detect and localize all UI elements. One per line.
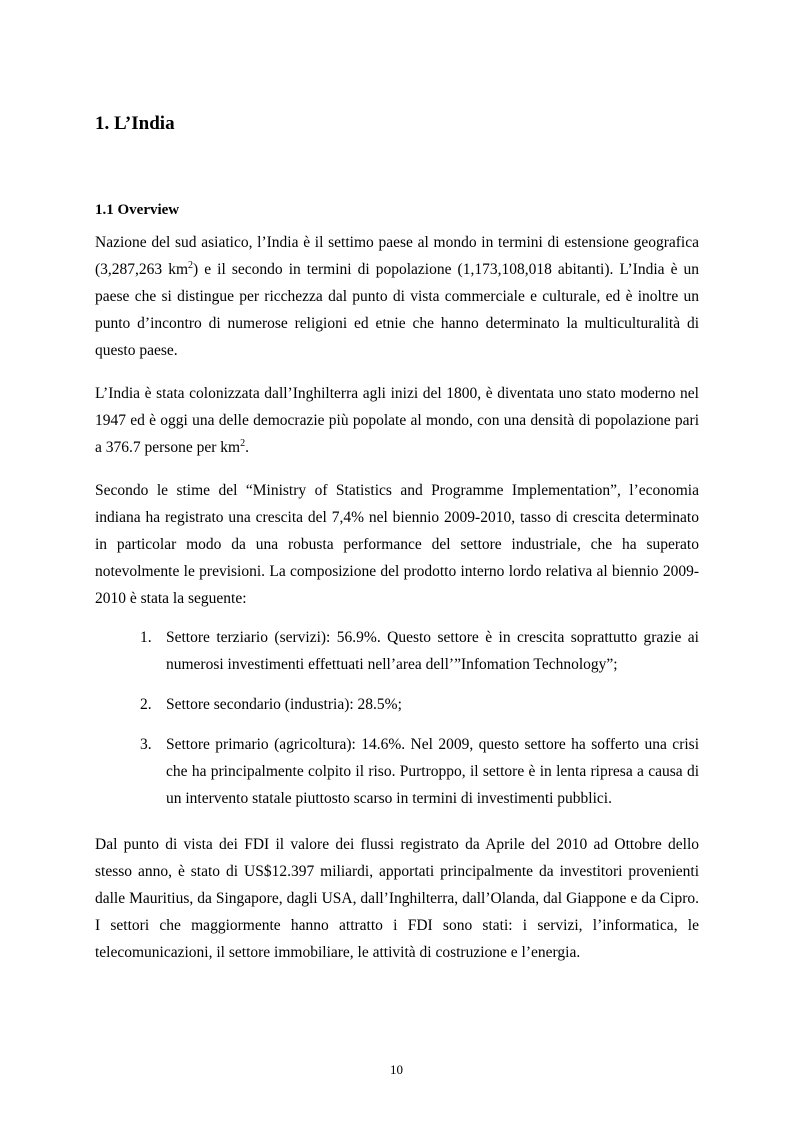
list-item-number: 1. [140,629,152,646]
paragraph-overview [95,229,699,364]
paragraph-text: ) e il secondo in termini di popolazione (1,173,108,018 abitanti). L’India è un paese che si distingue per ricchezza dal punto di vista commerciale e culturale, ed è inoltre un punto d’incontro di numerose religioni ed etnie che hanno determinato la multiculturalità di questo paese. [95,261,699,359]
paragraph-text: Nazione del sud asiatico, l’India è il settimo paese al mondo in termini di estensione geografica (3,287,263 km [95,234,699,278]
page-number: 10 [390,1062,403,1077]
paragraph-fdi: Dal punto di vista dei FDI il valore dei flussi registrato da Aprile del 2010 ad Ottobre dello stesso anno, è stato di US$12.397 miliardi, apportati principalmente da investitori provenienti dalle Mauritius, da Singapore, dagli USA, dall’Inghilterra, dall’Olanda, dal Giappone e da Cipro. I settori che maggiormente hanno attratto i FDI sono stati: i servizi, l’informatica, le telecomunicazioni, il settore immobiliare, le attività di costruzione e l’energia. [95,836,699,961]
section-title: 1.1 Overview [95,202,180,218]
superscript: 2 [188,260,194,271]
list-item-text: Settore secondario (industria): 28.5%; [166,696,402,713]
list-item [140,624,699,678]
list-item-text: Settore terziario (servizi): 56.9%. Questo settore è in crescita soprattutto grazie ai numerosi investimenti effettuati nell’area dell’”Infomation Technology”; [166,629,699,673]
list-item [140,691,699,718]
list-item-number: 3. [140,736,152,753]
list-item-number: 2. [140,696,152,713]
chapter-title: 1. L’India [95,113,175,134]
list-item-text: Settore primario (agricoltura): 14.6%. Nel 2009, questo settore ha sofferto una crisi che ha principalmente colpito il riso. Purtroppo, il settore è in lenta ripresa a causa di un intervento statale piuttosto scarso in termini di investimenti pubblici. [166,736,699,807]
paragraph-history [95,380,699,461]
paragraph-text: . [245,439,249,456]
paragraph-text: L’India è stata colonizzata dall’Inghilterra agli inizi del 1800, è diventata uno stato moderno nel 1947 ed è oggi una delle democrazie più popolate al mondo, con una densità di popolazione pari a 376.7 persone per km [95,385,699,456]
list-item [140,731,699,812]
superscript: 2 [240,438,246,449]
paragraph-economy: Secondo le stime del “Ministry of Statistics and Programme Implementation”, l’economia indiana ha registrato una crescita del 7,4% nel biennio 2009-2010, tasso di crescita determinato in particolar modo da una robusta performance del settore industriale, che ha superato notevolmente le previsioni. La composizione del prodotto interno lordo relativa al biennio 2009-2010 è stata la seguente: [95,482,699,607]
gdp-composition-list [140,624,699,825]
